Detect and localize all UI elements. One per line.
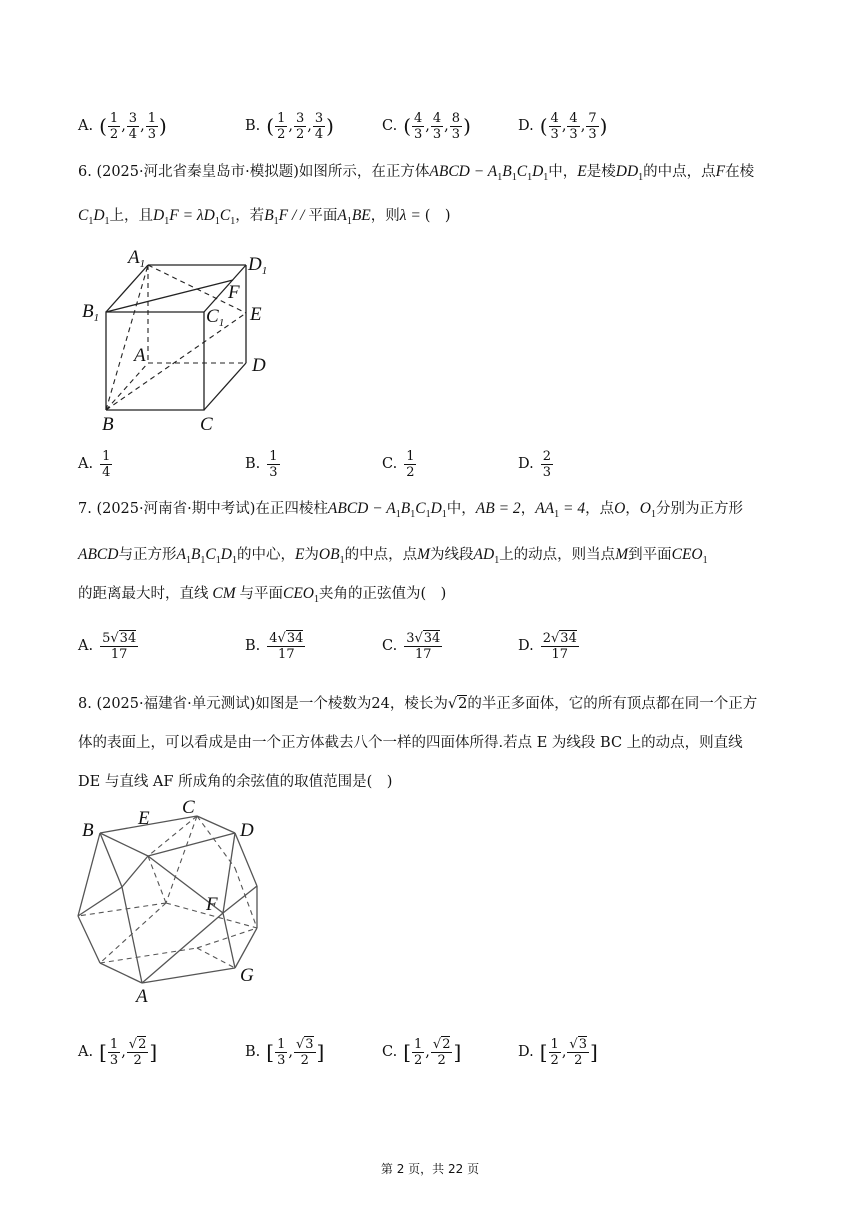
label-c: C: [182, 798, 195, 818]
label-d: D: [240, 820, 254, 841]
q6-option-a[interactable]: A. $\frac{1}{4}$: [78, 448, 111, 480]
q7-text-line3: 的距离最大时，直线 CM 与平面$CEO_1$夹角的正弦值为( ): [78, 585, 447, 606]
q5-option-a[interactable]: A. ( $\frac{1}{2}$ , $\frac{3}{4}$ , $\frac{1}{3}$ ): [78, 110, 167, 142]
q6-options: [78, 444, 778, 484]
label-d1: $D_1$: [248, 254, 268, 277]
label-g: G: [240, 965, 254, 986]
q7-option-c[interactable]: C. $\frac{3√34}{17}$: [382, 630, 441, 662]
q8-text-line1: 8. (2025·福建省·单元测试)如图是一个棱数为24，棱长为√2的半正多面体，它的所有顶点都在同一个正方: [78, 696, 758, 712]
label-e: E: [250, 304, 262, 325]
q8-text-line3: DE 与直线 AF 所成角的余弦值的取值范围是( ): [78, 774, 393, 790]
q7-option-b[interactable]: B. $\frac{4√34}{17}$: [245, 630, 304, 662]
front-face: [106, 312, 204, 410]
q8-text-line2: 体的表面上，可以看成是由一个正方体截去八个一样的四面体所得.若点 E 为线段 BC 上的动点，则直线: [78, 735, 743, 751]
q6-option-b[interactable]: B. $\frac{1}{3}$: [245, 448, 278, 480]
q8-option-c[interactable]: C. [ $\frac{1}{2}$ , $\frac{√2}{2}$ ]: [382, 1036, 462, 1068]
label-b1: $B_1$: [82, 301, 100, 324]
label-f: F: [206, 894, 218, 915]
q6-option-d[interactable]: D. $\frac{2}{3}$: [518, 448, 551, 480]
q5-option-c[interactable]: C. ( $\frac{4}{3}$ , $\frac{4}{3}$ , $\frac{8}{3}$ ): [382, 110, 471, 142]
label-e: E: [138, 808, 150, 829]
q6-option-c[interactable]: C. $\frac{1}{2}$: [382, 448, 415, 480]
q7-option-a[interactable]: A. $\frac{5√34}{17}$: [78, 630, 137, 662]
q8-polyhedron-figure: [70, 798, 270, 1003]
label-b: B: [82, 820, 94, 841]
q6-text-line1: 6. (2025·河北省秦皇岛市·模拟题)如图所示，在正方体ABCD − $A_1B_1C_1D_1$中，E是棱$DD_1$的中点，点F在棱: [78, 163, 755, 184]
q5-option-d[interactable]: D. ( $\frac{4}{3}$ , $\frac{4}{3}$ , $\frac{7}{3}$ ): [518, 110, 608, 142]
label-c: C: [200, 414, 213, 435]
q8-option-a[interactable]: A. [ $\frac{1}{3}$ , $\frac{√2}{2}$ ]: [78, 1036, 158, 1068]
q8-option-b[interactable]: B. [ $\frac{1}{3}$ , $\frac{√3}{2}$ ]: [245, 1036, 325, 1068]
q5-options: [78, 106, 778, 146]
q6-text-line2: $C_1D_1$上，且$D_1F = \lambda D_1C_1$，若$B_1F$ / / 平面$A_1BE$，则λ = ( ): [78, 207, 451, 228]
label-d: D: [252, 355, 266, 376]
q8-options: [78, 1032, 778, 1072]
q7-option-d[interactable]: D. $\frac{2√34}{17}$: [518, 630, 577, 662]
label-b: B: [102, 414, 114, 435]
q6-cube-figure: [78, 240, 298, 440]
q5-option-b[interactable]: B. ( $\frac{1}{2}$ , $\frac{3}{2}$ , $\frac{3}{4}$ ): [245, 110, 334, 142]
page-footer: 第 2 页，共 22 页: [380, 1162, 480, 1176]
q7-text-line2: ABCD与正方形$A_1B_1C_1D_1$的中心，E为$OB_1$的中点，点M为线段$AD_1$上的动点，则当点M到平面$CEO_1$: [78, 546, 708, 567]
q7-text-line1: 7. (2025·河南省·期中考试)在正四棱柱ABCD − $A_1B_1C_1D_1$中，AB = 2，$AA_1 = 4$，点O，$O_1$分别为正方形: [78, 500, 743, 521]
label-c1: $C_1$: [206, 306, 225, 329]
label-a: A: [136, 986, 148, 1003]
label-a: A: [134, 345, 146, 366]
q8-option-d[interactable]: D. [ $\frac{1}{2}$ , $\frac{√3}{2}$ ]: [518, 1036, 598, 1068]
label-a1: $A_1$: [128, 247, 146, 270]
q7-options: [78, 626, 778, 666]
label-f: F: [228, 282, 240, 303]
